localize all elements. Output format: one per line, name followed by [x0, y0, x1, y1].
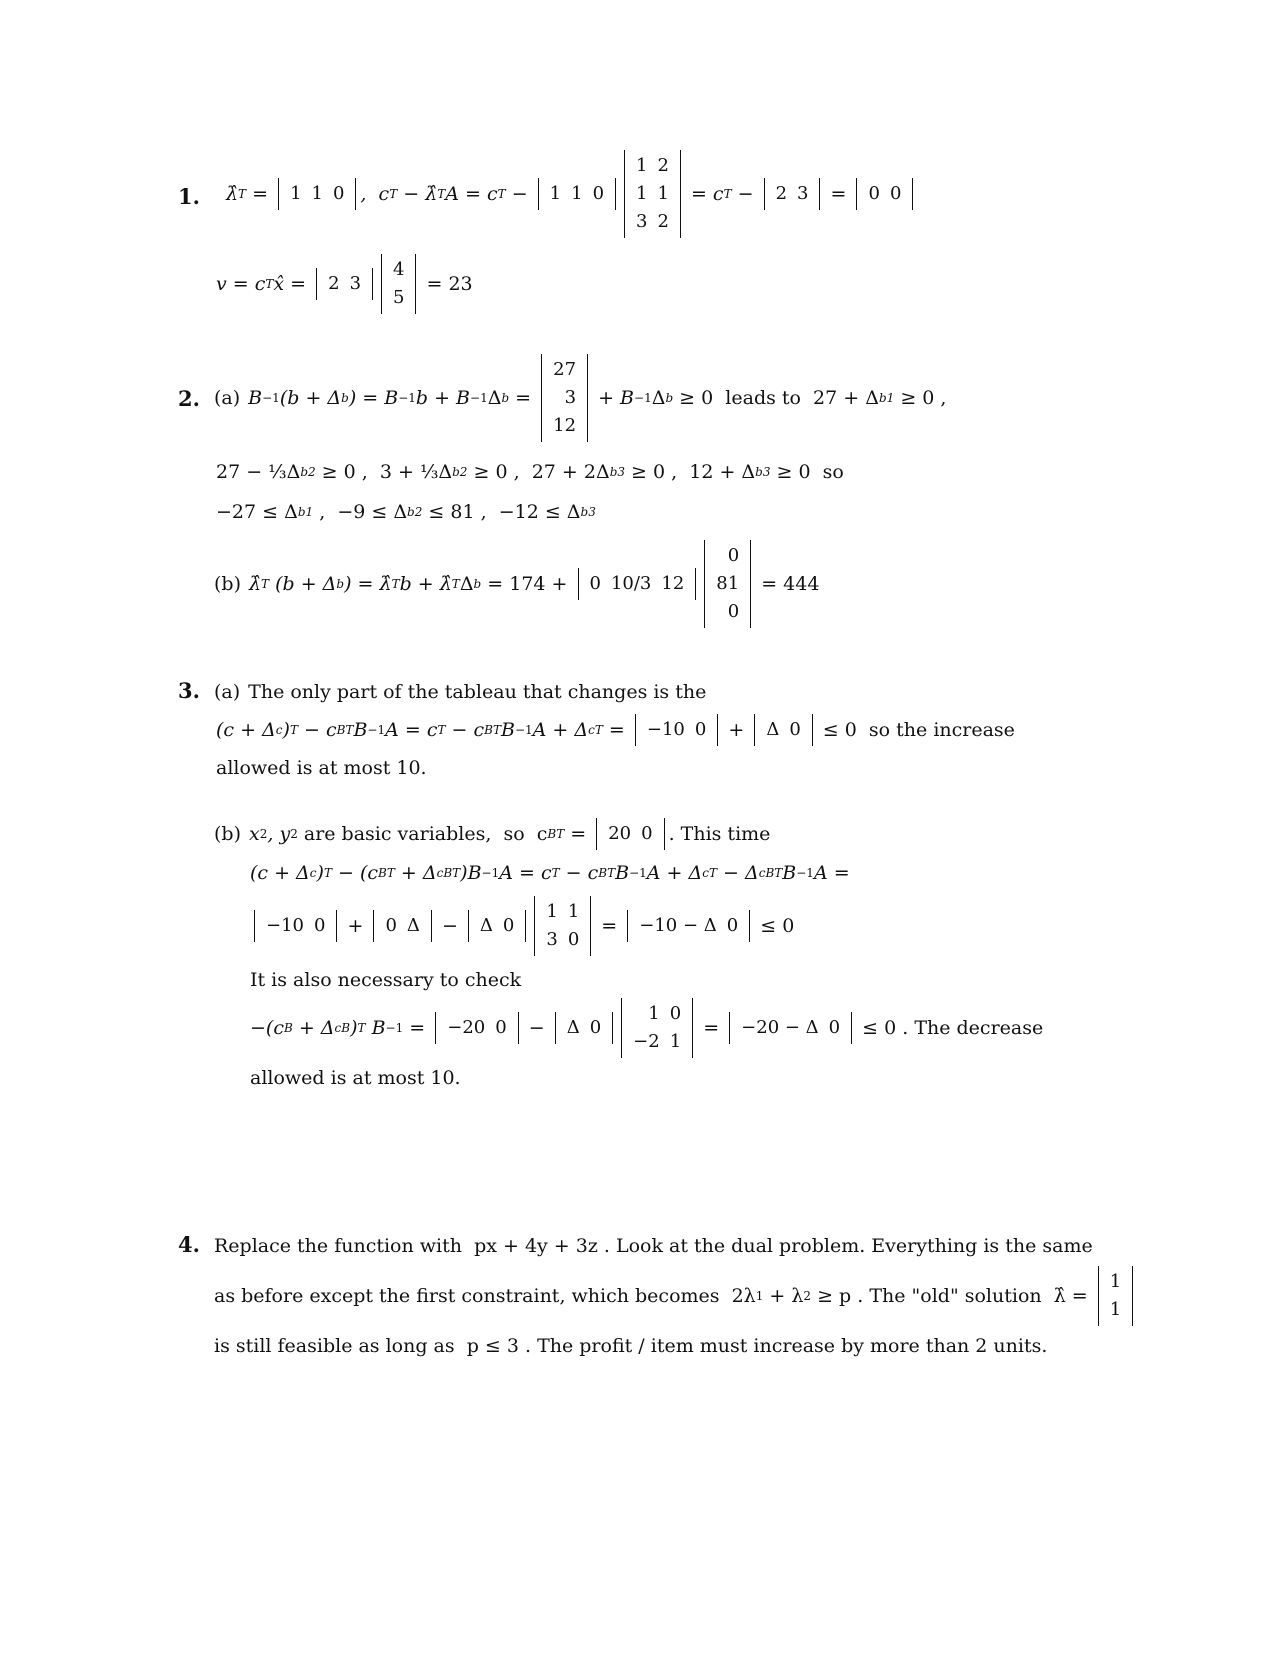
matrix-b-2 [621, 998, 693, 1058]
text: − [731, 183, 760, 205]
cell: Δ [479, 915, 493, 936]
text: + [341, 915, 370, 937]
text: − c [559, 862, 599, 884]
text: A = c [499, 862, 552, 884]
text: ≥ 0 leads to 27 + Δ [673, 387, 879, 409]
problem-4-line-3 [214, 1332, 1047, 1360]
cell: 0 [727, 545, 740, 566]
row-b-g [729, 1012, 852, 1044]
cell: Δ [566, 1017, 580, 1038]
text: Δ [651, 387, 666, 409]
matrix-b [534, 896, 591, 956]
text: Δ [459, 573, 474, 595]
text: ) [282, 719, 290, 741]
text: B [615, 862, 630, 884]
cell: 0 [828, 1017, 841, 1038]
text: = 174 + [481, 573, 574, 595]
problem-3-b-final [250, 1064, 461, 1092]
col-4-5 [381, 254, 416, 314]
cell: Δ [766, 719, 780, 740]
text: = [824, 183, 853, 205]
cell: 81 [716, 573, 740, 594]
cell: 0 [589, 1017, 602, 1038]
row-20-0 [596, 818, 664, 850]
cell: 2 [657, 155, 669, 176]
cell: 4 [393, 259, 405, 280]
problem-1-line-1: λ̂ T = 1 1 0 , c T − λ̂ T A = c T − 1 1 0 1 2 1 1 3 2 = c T − 2 3 = 0 0 [226, 146, 917, 242]
cell: 3 [546, 929, 558, 950]
text: (c + Δ [250, 862, 310, 884]
col-1-1 [1098, 1266, 1133, 1326]
cell: 1 [636, 183, 648, 204]
cell: 0 [567, 929, 580, 950]
text: ≤ 0 [754, 915, 795, 937]
lambda-hat: λ̂ [226, 183, 239, 205]
row-b-b [373, 910, 431, 942]
cell: 0 [332, 183, 345, 204]
text: , −9 ≤ Δ [313, 501, 408, 523]
problem-3-b-line-3 [250, 894, 794, 958]
text: = c [684, 183, 724, 205]
text: . This time [668, 823, 771, 845]
cell: −10 [646, 719, 685, 740]
cell: 1 [657, 183, 669, 204]
text: − [505, 183, 534, 205]
text: − [522, 1017, 551, 1039]
problem-3-b-line-5: −(c B + Δ cB ) T B −1 = −20 0 − Δ 0 1 0 −2 1 = −20 − Δ 0 ≤ 0 . The decrease [250, 996, 1043, 1060]
problem-2-a-line-3: −27 ≤ Δ b1 , −9 ≤ Δ b2 ≤ 81 , −12 ≤ Δ b3 [216, 501, 596, 523]
cell: −10 − Δ [639, 915, 717, 936]
text: + [722, 719, 751, 741]
text: allowed is at most 10. [216, 757, 427, 779]
cell: 0 [789, 719, 801, 740]
cell: 2 [775, 183, 788, 204]
text: = [509, 387, 538, 409]
problem-3-a-line-3 [216, 754, 427, 782]
text: = [403, 1017, 432, 1039]
cell: 0 [385, 915, 397, 936]
text: allowed is at most 10. [250, 1067, 461, 1089]
text: ) = λ̂ [344, 573, 392, 595]
problem-3-b-check [250, 966, 521, 994]
text: λ̂ [249, 573, 262, 595]
text: )B [460, 862, 482, 884]
text: v = c [216, 273, 266, 295]
text: − Δ [716, 862, 759, 884]
cell: 1 [669, 1031, 682, 1052]
text: = 444 [755, 573, 820, 595]
cell: 12 [553, 415, 577, 436]
row-0-10-3-12 [578, 568, 697, 600]
matrix-a [624, 150, 681, 238]
text: , c [360, 183, 390, 205]
cell: 12 [661, 573, 685, 594]
problem-4-line-2: as before except the first constraint, which becomes 2λ 1 + λ 2 ≥ p . The "old" solution λ̂ = 1 1 [214, 1264, 1137, 1328]
cell: 27 [553, 359, 577, 380]
text: ≥ p . The "old" solution λ̂ = [811, 1285, 1094, 1307]
text: x̂ = [273, 273, 313, 295]
cell: 0 [669, 1003, 682, 1024]
cell: −20 [447, 1017, 486, 1038]
problem-3-a-line-2: (c + Δ c ) T − c B T B −1 A = c T − c B T B −1 A + Δ c T = −10 0 + Δ 0 ≤ 0 so the increase [216, 712, 1015, 748]
text: − λ̂ [397, 183, 438, 205]
text: It is also necessary to check [250, 969, 522, 991]
text: ≥ 0 , 27 + 2Δ [467, 461, 610, 483]
problem-2-b-line: (b) λ̂ T (b + Δ b ) = λ̂ T b + λ̂ T Δ b = 174 + 0 10/3 12 0 81 0 = 444 [214, 536, 819, 632]
text: −27 ≤ Δ [216, 501, 298, 523]
text: = 23 [420, 273, 473, 295]
text: + Δ [394, 862, 437, 884]
text: A + Δ [646, 862, 703, 884]
text: (c + Δ [216, 719, 276, 741]
part-label: (a) [214, 681, 241, 703]
text: (b + Δ [279, 387, 342, 409]
text: Replace the function with px + 4y + 3z . Look at the dual problem. Everything is the same [214, 1235, 1093, 1257]
part-label: (a) [214, 387, 241, 409]
text: ) [316, 862, 324, 884]
text: + B [592, 387, 635, 409]
cell: 1 [648, 1003, 660, 1024]
cell: Δ [406, 915, 420, 936]
row-b-c [468, 910, 526, 942]
text: A = [813, 862, 850, 884]
row-b-f [555, 1012, 613, 1044]
text: − c [297, 719, 337, 741]
text: = [564, 823, 593, 845]
cell: 10/3 [610, 573, 652, 594]
text: are basic variables, so c [297, 823, 548, 845]
cell: 1 [549, 183, 562, 204]
cell: 2 [328, 273, 340, 294]
row-2-3 [764, 178, 821, 210]
text: B [365, 1017, 386, 1039]
cell: 1 [546, 901, 558, 922]
cell: 3 [636, 211, 648, 232]
text: x [249, 823, 260, 845]
cell: 1 [567, 901, 580, 922]
cell: 1 [1109, 1299, 1122, 1320]
col-27-3-12 [541, 354, 588, 442]
cell: 1 [636, 155, 648, 176]
problem-3-b-line-1: (b) x 2 , y 2 are basic variables, so c B T = 20 0 . This time [214, 816, 770, 852]
problem-3-number: 3. [178, 678, 200, 703]
cell: 0 [589, 573, 601, 594]
text: A = c [385, 719, 438, 741]
text: − [435, 915, 464, 937]
text: B [248, 387, 263, 409]
row-b-d [627, 910, 750, 942]
cell: 1 [1109, 1271, 1122, 1292]
problem-1-line-2: v = c T x̂ = 2 3 4 5 = 23 [216, 252, 473, 316]
text: = [697, 1017, 726, 1039]
text: , y [267, 823, 291, 845]
row-delta-0 [754, 714, 812, 746]
problem-3-a-line-1 [214, 678, 706, 706]
row-b-e [435, 1012, 518, 1044]
cell: 3 [797, 183, 809, 204]
cell: 0 [868, 183, 880, 204]
text: = [602, 719, 631, 741]
equals: = [246, 183, 275, 205]
text: The only part of the tableau that changes is the [248, 681, 707, 703]
text: = [595, 915, 624, 937]
cell: 0 [726, 915, 739, 936]
text: + λ [763, 1285, 804, 1307]
cell: 3 [349, 273, 362, 294]
cell: 1 [571, 183, 583, 204]
text: b + B [415, 387, 471, 409]
text: ≤ 81 , −12 ≤ Δ [422, 501, 581, 523]
text: A + Δ [532, 719, 589, 741]
text: as before except the first constraint, which becomes 2λ [214, 1285, 756, 1307]
lambda-row-matrix [278, 178, 356, 210]
cell: 0 [889, 183, 902, 204]
cell: −2 [633, 1031, 660, 1052]
problem-4-number: 4. [178, 1232, 200, 1257]
text: ≥ 0 , 3 + ⅓Δ [315, 461, 453, 483]
cell: 20 [608, 823, 632, 844]
text: A = c [445, 183, 498, 205]
text: ) = B [348, 387, 399, 409]
cell: 5 [393, 287, 405, 308]
text: B [500, 719, 515, 741]
cell: 1 [290, 183, 302, 204]
cell: 2 [657, 211, 669, 232]
row-0-0 [856, 178, 913, 210]
text: −(c [250, 1017, 284, 1039]
text: ) [350, 1017, 358, 1039]
cell: 0 [641, 823, 653, 844]
cell: 0 [694, 719, 707, 740]
cell: −20 − Δ [741, 1017, 819, 1038]
text: − (c [331, 862, 379, 884]
cell: −10 [266, 915, 304, 936]
cell: 0 [495, 1017, 507, 1038]
row-2-3-b [316, 268, 373, 300]
text: ≤ 0 . The decrease [856, 1017, 1044, 1039]
problem-2-a-line-2: 27 − ⅓Δ b2 ≥ 0 , 3 + ⅓Δ b2 ≥ 0 , 27 + 2Δ b3 ≥ 0 , 12 + Δ b3 ≥ 0 so [216, 461, 844, 483]
problem-2-number: 2. [178, 386, 200, 411]
cell: 1 [311, 183, 323, 204]
col-0-81-0 [704, 540, 751, 628]
cell: 0 [592, 183, 605, 204]
problem-4-line-1 [214, 1232, 1093, 1260]
text: ≥ 0 so [770, 461, 844, 483]
text: 27 − ⅓Δ [216, 461, 301, 483]
problem-2-a-line-1: (a) B −1 (b + Δ b ) = B −1 b + B −1 Δ b = 27 3 12 + B −1 Δ b ≥ 0 leads to 27 + Δ b1 ≥ 0 , [214, 350, 946, 446]
cell: 0 [314, 915, 326, 936]
cell: 0 [727, 601, 740, 622]
problem-3-b-line-2: (c + Δ c ) T − (c B T + Δ cB T )B −1 A = c T − c B T B −1 A + Δ c T − Δ cB T B −1 A = [250, 862, 850, 884]
row-b-a [254, 910, 337, 942]
row-minus10-0 [635, 714, 718, 746]
text: ≥ 0 , [894, 387, 947, 409]
text: b + λ̂ [399, 573, 452, 595]
text: Δ [487, 387, 502, 409]
text: + Δ [292, 1017, 335, 1039]
lambda-row-matrix-2 [538, 178, 616, 210]
cell: 3 [564, 387, 577, 408]
part-label: (b) [214, 573, 241, 595]
text: is still feasible as long as p ≤ 3 . The profit / item must increase by more than 2 units. [214, 1335, 1048, 1357]
problem-1-number: 1. [178, 184, 200, 209]
text: ≤ 0 so the increase [816, 719, 1015, 741]
text: B [353, 719, 368, 741]
text: ≥ 0 , 12 + Δ [625, 461, 756, 483]
text: − c [445, 719, 485, 741]
part-label: (b) [214, 823, 241, 845]
cell: 0 [502, 915, 515, 936]
text: (b + Δ [269, 573, 337, 595]
text: B [782, 862, 797, 884]
